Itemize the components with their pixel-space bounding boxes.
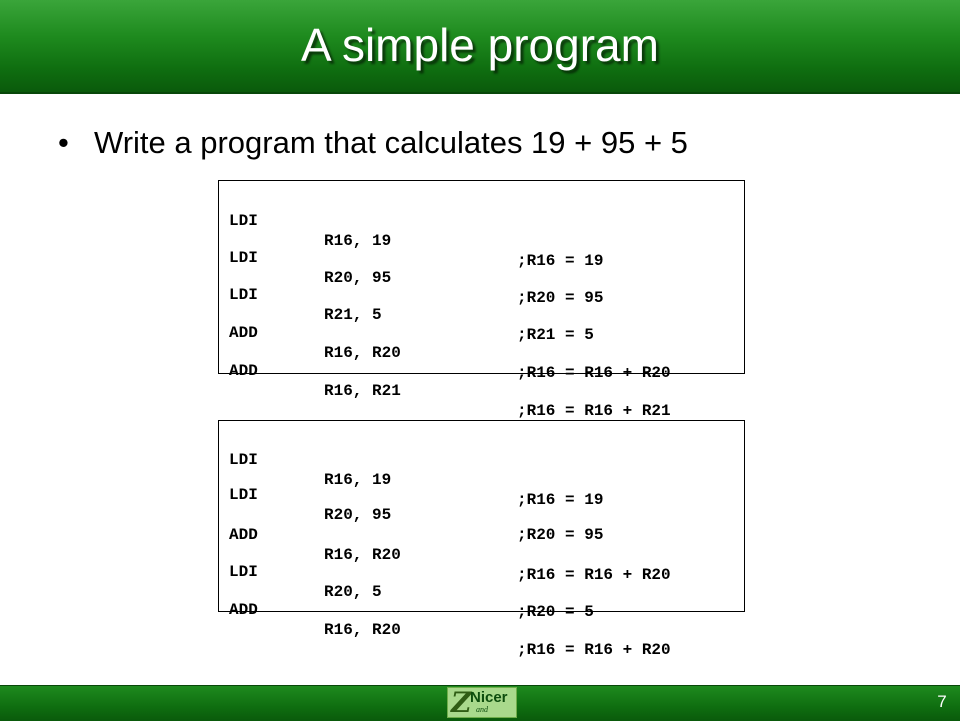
code-operands: R20, 95 [324,269,392,287]
code-comment: ;R20 = 5 [517,603,594,621]
code-operands: R16, R20 [324,344,401,362]
code-comment: ;R20 = 95 [517,526,604,544]
code-opcode: LDI [229,563,258,581]
code-operands: R16, R20 [324,621,401,639]
code-opcode: LDI [229,451,258,469]
title-bar [0,0,960,94]
code-opcode: LDI [229,286,258,304]
logo-subtext: and [476,705,488,714]
code-comment: ;R16 = 19 [517,252,604,270]
code-operands: R21, 5 [324,306,382,324]
code-comment: ;R16 = R16 + R20 [517,364,671,382]
code-operands: R16, R20 [324,546,401,564]
code-line [219,191,604,270]
code-comment: ;R16 = R16 + R21 [517,402,671,420]
code-comment: ;R16 = R16 + R20 [517,641,671,659]
code-operands: R16, 19 [324,232,392,250]
code-opcode: LDI [229,486,258,504]
code-opcode: ADD [229,601,258,619]
bullet-dot-icon: • [58,125,69,160]
code-comment: ;R16 = R16 + R20 [517,566,671,584]
code-block-2 [218,420,745,659]
code-comment: ;R21 = 5 [517,326,594,344]
page-number: 7 [937,692,947,711]
slide-title: A simple program [301,19,659,71]
code-opcode: ADD [229,526,258,544]
code-line [219,430,604,509]
code-opcode: ADD [229,324,258,342]
bullet-text: Write a program that calculates 19 + 95 + 5 [94,125,688,160]
code-opcode: LDI [229,249,258,267]
logo-letter: Z [451,686,472,719]
nicer-land-logo [447,687,517,718]
code-operands: R16, 19 [324,471,392,489]
code-operands: R20, 5 [324,583,382,601]
code-opcode: ADD [229,362,258,380]
code-operands: R16, R21 [324,382,401,400]
code-comment: ;R16 = 19 [517,491,604,509]
bullet-item [58,118,688,168]
code-operands: R20, 95 [324,506,392,524]
logo-word: Nicer [470,689,508,706]
code-opcode: LDI [229,212,258,230]
code-block-1 [218,180,745,420]
code-comment: ;R20 = 95 [517,289,604,307]
